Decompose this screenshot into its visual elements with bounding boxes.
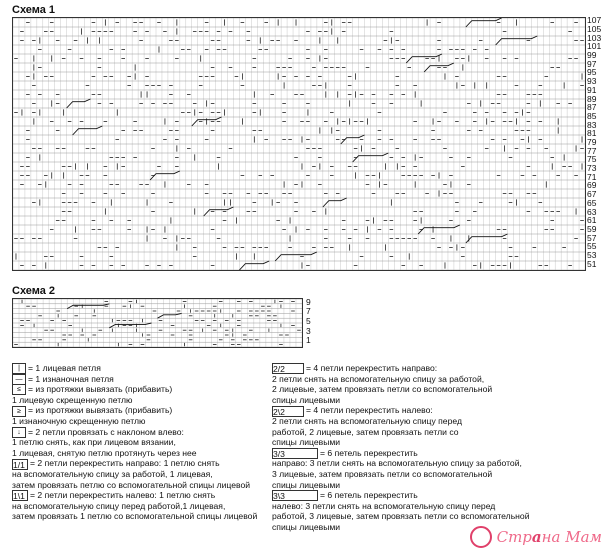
row-number: 53 — [587, 249, 597, 260]
legend-text: спицы лицевыми — [272, 394, 341, 405]
legend-symbol-icon: 2/2 — [272, 363, 304, 374]
row-number: 89 — [587, 93, 597, 104]
legend-item — [272, 384, 492, 394]
watermark: Страна Мам — [496, 528, 602, 546]
legend-text: затем провязать 1 петлю со вспомогательной спицы лицевой — [12, 511, 258, 522]
legend-item — [12, 395, 132, 405]
row-number: 3 — [306, 325, 311, 336]
legend-text: 2 петли снять на вспомогательную спицу перед — [272, 416, 462, 426]
legend-text: 3 лицевые, затем провязать петли со вспомогательной — [272, 469, 493, 479]
legend-item — [272, 374, 484, 384]
legend-item — [272, 501, 495, 511]
legend-text: 1 петлю снять, как при лицевом вязании, — [12, 437, 176, 448]
legend-text: = 1 изнаночная петля — [28, 373, 114, 384]
legend-text: 2 лицевые, затем провязать петли со вспомогательной — [272, 384, 493, 395]
row-number: 57 — [587, 232, 597, 243]
legend-text: 1 изнаночную скрещенную петлю — [12, 416, 146, 426]
legend-right — [272, 363, 602, 533]
legend-item — [272, 511, 530, 521]
legend-text: = 6 петель перекрестить — [320, 490, 418, 501]
legend-item — [272, 427, 459, 437]
legend-item — [272, 405, 433, 416]
row-number: 9 — [306, 296, 311, 307]
legend-text: на вспомогательную спицу за работой, 1 лицевая, — [12, 469, 213, 479]
legend-text: = 6 петель перекрестить — [320, 447, 418, 458]
row-number: 5 — [306, 316, 311, 326]
legend-item — [12, 437, 176, 447]
row-number: 97 — [587, 58, 597, 69]
legend-item — [272, 522, 340, 532]
legend-text: направо: 3 петли снять на вспомогательную спицу за работой, — [272, 458, 522, 469]
legend-symbol-icon: ≥ — [12, 406, 26, 417]
legend-item — [12, 480, 250, 490]
legend-item — [12, 416, 145, 426]
legend-text: = из протяжки вывязать (прибавить) — [28, 384, 173, 395]
row-number: 59 — [587, 223, 597, 234]
scheme2-row-numbers — [306, 298, 320, 346]
legend-item — [12, 427, 184, 438]
watermark-logo-icon — [470, 526, 492, 548]
scheme2-title: Схема 2 — [12, 285, 56, 297]
row-number: 75 — [587, 154, 597, 165]
legend-symbol-icon: 2\2 — [272, 406, 304, 417]
scheme1-title: Схема 1 — [12, 4, 56, 16]
legend-text: = 2 петли перекрестить направо: 1 петлю снять — [30, 458, 220, 469]
row-number: 63 — [587, 206, 597, 217]
legend-symbol-icon: | — [12, 363, 26, 374]
row-number: 67 — [587, 189, 597, 200]
legend-symbol-icon: 1\1 — [12, 490, 28, 501]
scheme1-grid — [13, 18, 585, 270]
row-number: 107 — [587, 15, 602, 26]
legend-text: работой, 3 лицевые, затем провязать петли со вспомогательной — [272, 511, 530, 522]
row-number: 85 — [587, 110, 597, 121]
scheme1-chart — [12, 17, 586, 271]
legend-item — [12, 405, 172, 416]
legend-text: спицы лицевыми — [272, 479, 341, 490]
row-number: 69 — [587, 180, 597, 191]
legend-symbol-icon: ≤ — [12, 384, 26, 395]
legend-item — [272, 395, 340, 405]
row-number: 7 — [306, 306, 311, 317]
scheme2-grid — [13, 299, 302, 347]
legend-item — [272, 490, 418, 501]
legend-item — [12, 511, 257, 521]
row-number: 93 — [587, 76, 597, 87]
legend-item — [12, 374, 114, 385]
legend-left — [12, 363, 267, 533]
legend-item — [12, 501, 225, 511]
row-number: 95 — [587, 67, 597, 78]
legend-item — [272, 469, 492, 479]
row-number: 1 — [306, 335, 311, 346]
legend-item — [272, 480, 340, 490]
legend-text: = из протяжки вывязать (прибавить) — [28, 405, 173, 416]
row-number: 87 — [587, 102, 597, 113]
legend-text: спицы лицевыми — [272, 522, 341, 532]
row-number: 99 — [587, 50, 597, 61]
legend-text: = 4 петли перекрестить налево: — [306, 405, 433, 416]
row-number: 55 — [587, 241, 597, 252]
legend-symbol-icon: ↓ — [12, 427, 26, 438]
legend-text: = 1 лицевая петля — [28, 363, 101, 373]
row-number: 101 — [587, 41, 602, 52]
legend-item — [272, 416, 462, 426]
legend-text: затем провязать петлю со вспомогательной спицы лицевой — [12, 479, 251, 490]
legend-text: = 2 петли провязать с наклоном влево: — [28, 426, 184, 437]
legend-symbol-icon: 3\3 — [272, 490, 318, 501]
legend-item — [12, 469, 213, 479]
row-number: 83 — [587, 119, 597, 130]
legend-item — [272, 363, 437, 374]
legend-text: = 2 петли перекрестить налево: 1 петлю снять — [30, 490, 216, 501]
legend-text: спицы лицевыми — [272, 437, 341, 448]
legend-symbol-icon: 3/3 — [272, 448, 318, 459]
row-number: 73 — [587, 163, 597, 174]
legend-item — [12, 363, 101, 374]
scheme1-row-numbers — [587, 17, 609, 269]
legend-symbol-icon: 1/1 — [12, 459, 28, 470]
row-number: 81 — [587, 128, 597, 139]
legend-item — [12, 490, 215, 501]
legend-item — [272, 448, 418, 459]
row-number: 61 — [587, 215, 597, 226]
legend-text: 1 лицевая, снятую петлю протянуть через нее — [12, 447, 197, 458]
legend-text: налево: 3 петли снять на вспомогательную спицу перед — [272, 500, 496, 511]
legend-item — [272, 437, 340, 447]
legend-symbol-icon: — — [12, 374, 26, 385]
legend-item — [12, 448, 197, 458]
row-number: 91 — [587, 84, 597, 95]
row-number: 105 — [587, 24, 602, 35]
legend-item — [272, 458, 522, 468]
legend-text: работой, 2 лицевые, затем провязать петли со — [272, 426, 459, 437]
legend-text: = 4 петли перекрестить направо: — [306, 363, 438, 373]
scheme2-chart — [12, 298, 303, 348]
row-number: 103 — [587, 32, 602, 43]
row-number: 77 — [587, 145, 597, 156]
row-number: 79 — [587, 137, 597, 147]
legend-item — [12, 458, 220, 469]
legend-text: 1 лицевую скрещенную петлю — [12, 394, 133, 405]
legend-item — [12, 384, 172, 395]
legend-text: на вспомогательную спицу перед работой,1 лицевая, — [12, 500, 226, 511]
grid-lines — [13, 18, 585, 270]
legend-text: 2 петли снять на вспомогательную спицу за работой, — [272, 373, 485, 384]
row-number: 51 — [587, 258, 597, 269]
row-number: 65 — [587, 197, 597, 208]
row-number: 71 — [587, 171, 597, 182]
